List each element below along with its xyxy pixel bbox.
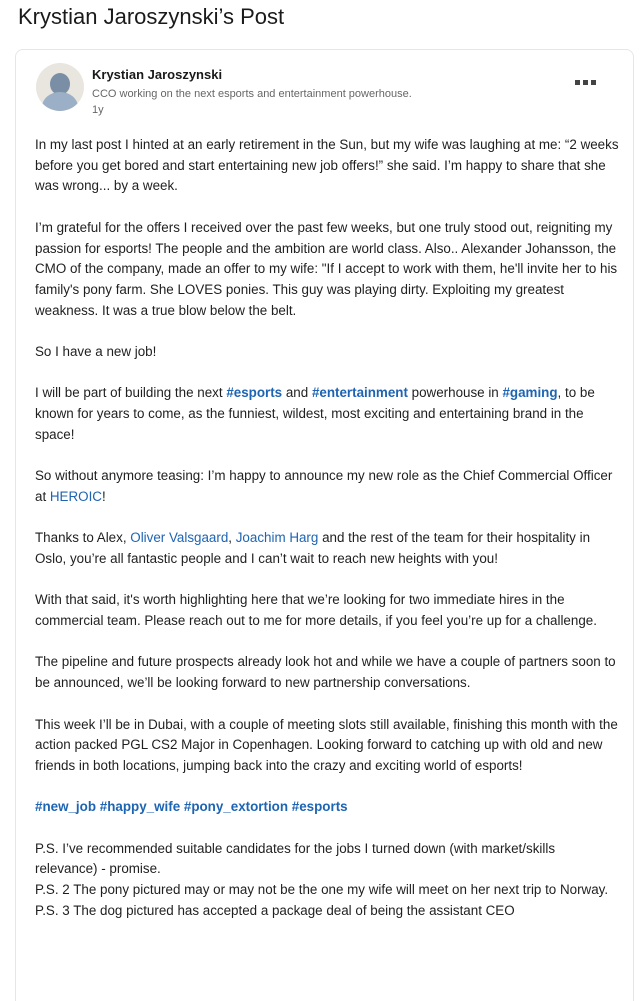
text: and the rest of the team for their hospitality in Oslo, you’re all fantastic people and I can’t wait to reach new heights with you! (35, 530, 591, 566)
text: Thanks to Alex, (35, 530, 131, 546)
text: I will be part of building the next (35, 385, 227, 401)
hashtag-list (35, 797, 620, 818)
post-paragraph: I’m grateful for the offers I received over the past few weeks, but one truly stood out, reigniting my passion for esports! The people and the ambition are world class. Also.. Alexander Johansson, the CMO of the company, made an offer to my wife: "If I accept to work with them, he'll invite her to his family's pony farm. She LOVES ponies. This guy was playing dirty. Exploiting my greatest weakness. It was a true blow below the belt. (35, 219, 618, 318)
hashtag-new-job[interactable]: #new_job (35, 799, 97, 815)
more-options-button[interactable] (575, 76, 599, 88)
post-paragraph: So I have a new job! (35, 344, 157, 359)
hashtag-gaming[interactable]: #gaming (502, 385, 558, 401)
hashtag-entertainment[interactable]: #entertainment (311, 385, 408, 401)
post-paragraph: In my last post I hinted at an early retirement in the Sun, but my wife was laughing at me: “2 weeks before you get bored and start entertaining new job offers!” she said. I’m happy to share that she was wrong... by a week. (35, 137, 619, 194)
mention-oliver-valsgaard[interactable]: Oliver Valsgaard (130, 530, 229, 546)
post-paragraph (35, 528, 620, 569)
mention-joachim-harg[interactable]: Joachim Harg (235, 530, 319, 546)
text: ! (101, 488, 106, 504)
post-paragraph: The pipeline and future prospects already look hot and while we have a couple of partners soon to be announced, we’ll be looking forward to new partnership conversations. (35, 654, 616, 691)
hashtag-esports-2[interactable]: #esports (291, 799, 348, 815)
postscript-3: P.S. 3 The dog pictured has accepted a package deal of being the assistant CEO (35, 902, 515, 918)
more-horizontal-icon-dot (575, 80, 580, 85)
company-mention-heroic[interactable]: HEROIC (49, 488, 102, 504)
post-paragraph: With that said, it's worth highlighting here that we’re looking for two immediate hires in the commercial team. Please reach out to me for more details, if you feel you’re up for a challenge. (35, 592, 597, 629)
author-name[interactable]: Krystian Jaroszynski (92, 67, 223, 82)
text: powerhouse in (407, 385, 503, 401)
text: , to be known for years to come, as the funniest, wildest, most exciting and entertaining brand in the space! (35, 385, 595, 442)
page-title: Krystian Jaroszynski’s Post (18, 4, 285, 29)
more-horizontal-icon-dot (583, 80, 588, 85)
post-paragraph: This week I’ll be in Dubai, with a couple of meeting slots still available, finishing this month with the action packed PGL CS2 Major in Copenhagen. Looking forward to catching up with old and new friends in both locations, jumping back into the crazy and exciting world of esports! (35, 716, 618, 773)
hashtag-happy-wife[interactable]: #happy_wife (99, 799, 181, 815)
post-age: 1y (92, 104, 104, 116)
more-horizontal-icon-dot (591, 80, 596, 85)
postscript-2: P.S. 2 The pony pictured may or may not be the one my wife will meet on her next trip to Norway. (35, 882, 609, 898)
post-card (15, 49, 634, 1001)
text: So without anymore teasing: I’m happy to announce my new role as the Chief Commercial Officer at (35, 468, 613, 504)
post-paragraph (35, 383, 620, 445)
default-person-avatar-icon[interactable] (36, 63, 84, 111)
post-body (35, 135, 620, 922)
avatar-body (42, 92, 78, 111)
post-paragraph (35, 466, 620, 507)
text: and (282, 385, 312, 401)
text: , (228, 530, 236, 546)
hashtag-pony-extortion[interactable]: #pony_extortion (183, 799, 289, 815)
postscript-1: P.S. I’ve recommended suitable candidates for the jobs I turned down (with market/skills relevance) - promise. (35, 840, 556, 877)
hashtag-esports[interactable]: #esports (226, 385, 283, 401)
author-headline: CCO working on the next esports and entertainment powerhouse. (92, 88, 412, 100)
